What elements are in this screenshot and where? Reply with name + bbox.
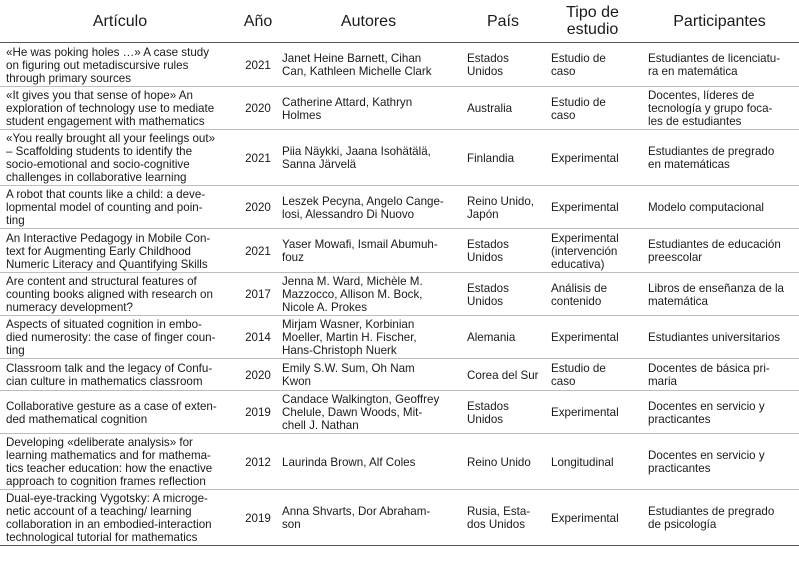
year-cell-text: 2019 bbox=[245, 511, 271, 525]
country-cell-text: Estados Unidos bbox=[467, 52, 509, 78]
participants-cell-text: Estudiantes universitarios bbox=[648, 331, 781, 344]
authors-cell bbox=[276, 229, 461, 273]
year-cell bbox=[240, 186, 276, 229]
year-cell-text: 2021 bbox=[245, 58, 271, 72]
country-cell-text: Australia bbox=[467, 102, 513, 115]
authors-cell bbox=[276, 87, 461, 130]
article-cell-text: «It gives you that sense of hope» An exploration of technology use to mediate student engagement with mathematics bbox=[6, 89, 215, 128]
country-cell-text: Reino Unido, Japón bbox=[467, 194, 535, 221]
article-cell-text: Dual-eye-tracking Vygotsky: A microge- netic account of a teaching/ learning collaboration in an embodied-interaction technological tutorial for mathematics bbox=[6, 492, 212, 544]
table-row bbox=[0, 43, 799, 87]
country-cell bbox=[461, 490, 545, 546]
authors-cell bbox=[276, 434, 461, 490]
article-cell bbox=[0, 43, 240, 87]
table-row bbox=[0, 273, 799, 316]
country-cell bbox=[461, 316, 545, 359]
year-cell-text: 2012 bbox=[245, 455, 271, 469]
participants-cell-text: Estudiantes de pregrado en matemáticas bbox=[648, 145, 775, 171]
participants-cell-text: Docentes, líderes de tecnología y grupo foca- les de estudiantes bbox=[648, 89, 773, 128]
country-cell bbox=[461, 130, 545, 186]
article-cell-text: Collaborative gesture as a case of exten- ded mathematical cognition bbox=[6, 399, 217, 426]
year-cell-text: 2021 bbox=[245, 151, 271, 165]
participants-cell-text: Estudiantes de pregrado de psicología bbox=[648, 505, 775, 531]
country-cell bbox=[461, 87, 545, 130]
participants-cell-text: Libros de enseñanza de la matemática bbox=[648, 281, 785, 308]
authors-cell-text: Anna Shvarts, Dor Abraham- son bbox=[282, 505, 431, 531]
table-row bbox=[0, 87, 799, 130]
country-cell-text: Reino Unido bbox=[467, 455, 531, 469]
table-row bbox=[0, 316, 799, 359]
authors-cell bbox=[276, 43, 461, 87]
article-cell bbox=[0, 391, 240, 434]
participants-cell bbox=[640, 229, 799, 273]
authors-cell bbox=[276, 391, 461, 434]
article-cell-text: Aspects of situated cognition in embo- died numerosity: the case of finger coun- ting bbox=[6, 318, 216, 357]
article-cell-text: «He was poking holes …» A case study on figuring out metadiscursive rules through primary sources bbox=[6, 45, 210, 85]
header-participants: Participantes bbox=[640, 0, 799, 43]
header-study-type-label: Tipo de estudio bbox=[566, 4, 619, 38]
participants-cell bbox=[640, 434, 799, 490]
article-cell bbox=[0, 186, 240, 229]
study-type-cell bbox=[545, 87, 640, 130]
study-type-cell-text: Estudio de caso bbox=[551, 95, 606, 122]
header-article: Artículo bbox=[0, 0, 240, 43]
year-cell-text: 2020 bbox=[245, 102, 271, 115]
table-row bbox=[0, 490, 799, 546]
study-type-cell-text: Estudio de caso bbox=[551, 52, 606, 78]
authors-cell bbox=[276, 273, 461, 316]
participants-cell bbox=[640, 186, 799, 229]
year-cell bbox=[240, 43, 276, 87]
study-type-cell bbox=[545, 316, 640, 359]
year-cell bbox=[240, 316, 276, 359]
study-type-cell bbox=[545, 490, 640, 546]
study-type-cell-text: Experimental (intervención educativa) bbox=[551, 231, 619, 271]
participants-cell bbox=[640, 273, 799, 316]
article-cell-text: Developing «deliberate analysis» for learning mathematics and for mathema- tics teacher education: how the enactive approach to cognition frames reflection bbox=[6, 436, 213, 488]
participants-cell-text: Estudiantes de licenciatu- ra en matemática bbox=[648, 52, 781, 78]
participants-cell bbox=[640, 490, 799, 546]
article-cell bbox=[0, 434, 240, 490]
year-cell bbox=[240, 391, 276, 434]
table-row bbox=[0, 434, 799, 490]
authors-cell bbox=[276, 316, 461, 359]
authors-cell-text: Yaser Mowafi, Ismail Abumuh- fouz bbox=[282, 238, 438, 264]
article-cell-text: An Interactive Pedagogy in Mobile Con- text for Augmenting Early Childhood Numeric Literacy and Quantifying Skills bbox=[6, 231, 211, 271]
study-type-cell bbox=[545, 273, 640, 316]
authors-cell-text: Mirjam Wasner, Korbinian Moeller, Martin H. Fischer, Hans-Christoph Nuerk bbox=[282, 318, 417, 357]
year-cell-text: 2017 bbox=[245, 288, 271, 301]
authors-cell bbox=[276, 359, 461, 391]
study-type-cell-text: Experimental bbox=[551, 151, 619, 165]
study-type-cell-text: Estudio de caso bbox=[551, 362, 606, 388]
study-type-cell bbox=[545, 130, 640, 186]
participants-cell-text: Estudiantes de educación preescolar bbox=[648, 238, 781, 264]
study-type-cell bbox=[545, 43, 640, 87]
authors-cell bbox=[276, 130, 461, 186]
article-cell bbox=[0, 273, 240, 316]
participants-cell-text: Modelo computacional bbox=[648, 201, 765, 214]
participants-cell bbox=[640, 87, 799, 130]
year-cell bbox=[240, 87, 276, 130]
country-cell-text: Alemania bbox=[467, 331, 516, 344]
year-cell bbox=[240, 130, 276, 186]
country-cell bbox=[461, 229, 545, 273]
table-row bbox=[0, 391, 799, 434]
article-cell bbox=[0, 87, 240, 130]
study-type-cell-text: Longitudinal bbox=[551, 455, 614, 469]
country-cell-text: Estados Unidos bbox=[467, 238, 509, 264]
participants-cell bbox=[640, 130, 799, 186]
country-cell bbox=[461, 434, 545, 490]
article-cell bbox=[0, 359, 240, 391]
participants-cell bbox=[640, 359, 799, 391]
article-cell-text: Classroom talk and the legacy of Confu- cian culture in mathematics classroom bbox=[6, 362, 213, 388]
participants-cell bbox=[640, 391, 799, 434]
study-type-cell bbox=[545, 359, 640, 391]
year-cell bbox=[240, 359, 276, 391]
article-cell-text: «You really brought all your feelings out» – Scaffolding students to identify the socio-emotional and socio-cognitive challenges in collaborative learning bbox=[6, 132, 216, 184]
country-cell-text: Corea del Sur bbox=[467, 368, 539, 382]
article-cell bbox=[0, 316, 240, 359]
year-cell-text: 2019 bbox=[245, 406, 271, 419]
authors-cell-text: Laurinda Brown, Alf Coles bbox=[282, 455, 416, 469]
country-cell bbox=[461, 43, 545, 87]
header-row bbox=[0, 0, 799, 43]
authors-cell bbox=[276, 490, 461, 546]
participants-cell-text: Docentes en servicio y practicantes bbox=[648, 449, 765, 475]
header-year: Año bbox=[240, 0, 276, 43]
study-type-cell-text: Análisis de contenido bbox=[551, 281, 608, 308]
table-row bbox=[0, 229, 799, 273]
participants-cell bbox=[640, 43, 799, 87]
article-cell bbox=[0, 229, 240, 273]
country-cell bbox=[461, 359, 545, 391]
article-cell-text: Are content and structural features of counting books aligned with research on numeracy development? bbox=[6, 275, 213, 314]
study-type-cell-text: Experimental bbox=[551, 331, 619, 344]
article-cell-text: A robot that counts like a child: a deve- lopmental model of counting and poin- ting bbox=[6, 188, 206, 227]
table-row bbox=[0, 359, 799, 391]
year-cell-text: 2020 bbox=[245, 201, 271, 214]
year-cell-text: 2020 bbox=[245, 368, 271, 382]
authors-cell-text: Emily S.W. Sum, Oh Nam Kwon bbox=[282, 362, 415, 388]
study-type-cell bbox=[545, 186, 640, 229]
table-row bbox=[0, 186, 799, 229]
header-country: País bbox=[461, 0, 545, 43]
year-cell bbox=[240, 229, 276, 273]
authors-cell-text: Catherine Attard, Kathryn Holmes bbox=[282, 95, 413, 122]
country-cell bbox=[461, 186, 545, 229]
authors-cell-text: Candace Walkington, Geoffrey Chelule, Dawn Woods, Mit- chell J. Nathan bbox=[282, 393, 440, 432]
authors-cell-text: Piia Näykki, Jaana Isohätälä, Sanna Järvelä bbox=[282, 145, 431, 171]
year-cell bbox=[240, 434, 276, 490]
year-cell-text: 2021 bbox=[245, 244, 271, 258]
participants-cell-text: Docentes en servicio y practicantes bbox=[648, 399, 765, 426]
study-type-cell-text: Experimental bbox=[551, 406, 619, 419]
table-header bbox=[0, 0, 799, 43]
study-type-cell bbox=[545, 391, 640, 434]
year-cell bbox=[240, 273, 276, 316]
study-type-cell-text: Experimental bbox=[551, 201, 619, 214]
participants-cell bbox=[640, 316, 799, 359]
header-authors: Autores bbox=[276, 0, 461, 43]
country-cell-text: Finlandia bbox=[467, 151, 515, 165]
country-cell bbox=[461, 273, 545, 316]
article-cell bbox=[0, 130, 240, 186]
authors-cell-text: Leszek Pecyna, Angelo Cange- losi, Alessandro Di Nuovo bbox=[282, 194, 444, 221]
study-type-cell bbox=[545, 434, 640, 490]
country-cell-text: Rusia, Esta- dos Unidos bbox=[467, 505, 531, 531]
year-cell bbox=[240, 490, 276, 546]
participants-cell-text: Docentes de básica pri- maria bbox=[648, 362, 770, 388]
header-study-type bbox=[545, 0, 640, 43]
table-row bbox=[0, 130, 799, 186]
article-cell bbox=[0, 490, 240, 546]
year-cell-text: 2014 bbox=[245, 331, 271, 344]
authors-cell bbox=[276, 186, 461, 229]
authors-cell-text: Jenna M. Ward, Michèle M. Mazzocco, Allison M. Bock, Nicole A. Prokes bbox=[282, 275, 423, 314]
country-cell-text: Estados Unidos bbox=[467, 399, 509, 426]
country-cell bbox=[461, 391, 545, 434]
study-type-cell bbox=[545, 229, 640, 273]
study-type-cell-text: Experimental bbox=[551, 511, 619, 525]
authors-cell-text: Janet Heine Barnett, Cihan Can, Kathleen Michelle Clark bbox=[282, 52, 432, 78]
table-body bbox=[0, 43, 799, 546]
country-cell-text: Estados Unidos bbox=[467, 281, 509, 308]
